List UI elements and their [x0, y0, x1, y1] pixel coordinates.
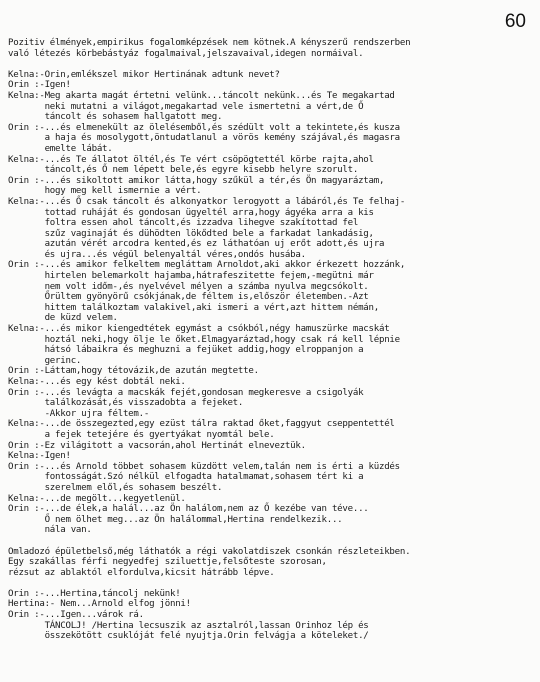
text-line: nála van.: [8, 525, 92, 536]
text-line: Orin :-Ez világitott a vacsorán,ahol Hertinát elneveztük.: [8, 440, 306, 451]
text-line: Kelna:-...de megölt...kegyetlenül.: [8, 493, 186, 504]
text-line: Orin :-...de élek,a halál...az Ön halálom,nem az Ő kezébe van téve...: [8, 504, 369, 515]
text-line: és ujra...és végül belenyaltál véres,ondós husába.: [8, 249, 306, 260]
text-line: Orin :-Igen!: [8, 80, 71, 91]
text-line: szerelmem elől,és sohasem beszélt.: [8, 482, 223, 493]
text-line: összekötött csuklóját felé nyujtja.Orin felvágja a köteleket./: [8, 631, 369, 642]
text-line: Orin :-...Hertina,táncolj nekünk!: [8, 588, 181, 599]
text-line: Kelna:-Igen!: [8, 451, 71, 462]
text-line: hogy meg kell ismernie a vért.: [8, 186, 202, 197]
text-line: Orin :-...és Arnold többet sohasem küzdött velem,talán nem is érti a küzdés: [8, 461, 400, 472]
text-line: Egy szakállas férfi negyedfej sziluettje,felsőteste szorosan,: [8, 557, 327, 568]
text-line: Orin :-...és amikor felkeltem megláttam Arnoldot,aki akkor érkezett hozzánk,: [8, 260, 406, 271]
text-line: hirtelen belemarkolt hajamba,hátrafeszitette fejem,-megütni már: [8, 271, 374, 282]
text-line: Kelna:-Orin,emlékszel mikor Hertinának adtunk nevet?: [8, 69, 280, 80]
typescript-body: [8, 38, 536, 642]
text-line: nem volt időm-,és nyelvével mélyen a számba nyulva megcsókolt.: [8, 281, 369, 292]
text-line: Pozitiv élmények,empirikus fogalomképzések nem kötnek.A kényszerű rendszerben: [8, 38, 411, 48]
blank-line: [8, 578, 536, 589]
text-line: gerinc.: [8, 355, 82, 366]
text-line: hátsó lábaikra és meghuzni a fejüket addig,hogy elroppanjon a: [8, 345, 364, 356]
text-line: Kelna:-Meg akarta magát értetni velünk...táncolt nekünk...és Te megakartad: [8, 90, 395, 101]
text-line: Kelna:-...de összegezted,egy ezüst tálra raktad őket,faggyut cseppentettél: [8, 419, 395, 430]
blank-line: [8, 59, 536, 70]
text-line: táncolt és sohasem hallgatott meg.: [8, 112, 223, 123]
text-line: hittem találkoztam valakivel,aki ismeri a vért,azt hittem némán,: [8, 302, 379, 313]
text-line: de küzd velem.: [8, 313, 118, 324]
text-line: -Akkor ujra féltem.-: [8, 408, 150, 419]
text-line: foltra essen ahol táncolt,és izzadva lihegve szakítottad fel: [8, 218, 359, 229]
text-line: tottad ruháját és gondosan ügyeltél arra,hogy ágyéka arra a kis: [8, 207, 374, 218]
text-line: fontosságát.Szó nélkül elfogadta hatalmamat,sohasem tért ki a: [8, 472, 364, 483]
text-line: neki mutatni a világot,megakartad vele ismertetni a vért,de Ő: [8, 101, 364, 112]
text-line: Kelna:-...és mikor kiengedtétek egymást a csókból,négy hamuszürke macskát: [8, 324, 390, 335]
text-line: táncolt,és Ő nem lépett bele,és egyre kisebb helyre szorult.: [8, 165, 359, 176]
text-line: Orin :-...és elmenekült az ölelésemből,és szédült volt a tekintete,és kusza: [8, 122, 400, 133]
text-line: Őrültem gyönyörű csókjának,de féltem is,először életemben.-Azt: [8, 292, 369, 303]
text-line: rézsut az ablaktól elfordulva,kicsit hátrább lépve.: [8, 567, 275, 578]
text-line: TÁNCOLJ! /Hertina lecsuszik az asztalról,lassan Orinhoz lép és: [8, 620, 369, 631]
text-line: Kelna:-...és Ő csak táncolt és alkonyatkor lerogyott a lábáról,és Te felhaj-: [8, 196, 406, 207]
text-line: a fejek tetejére és gyertyákat nyomtál bele.: [8, 429, 275, 440]
blank-line: [8, 536, 536, 547]
text-line: Kelna:-...és egy kést dobtál neki.: [8, 377, 186, 387]
text-line: Hertina:- Nem...Arnold elfog jönni!: [8, 599, 191, 610]
text-line: Orin :-Láttam,hogy tétovázik,de azután megtette.: [8, 366, 259, 377]
page-number: 60: [504, 11, 526, 32]
text-line: szűz vaginaját és dühödten lökődted bele a farkadat lankadásig,: [8, 228, 374, 239]
text-line: való létezés körbebástyáz fogalmaival,jelszavaival,idegen normáival.: [8, 48, 364, 59]
text-line: találkozását,és visszadobta a fejeket.: [8, 398, 244, 409]
text-line: hoztál neki,hogy ölje le őket.Elmagyaráztad,hogy csak rá kell lépnie: [8, 334, 400, 345]
text-line: azután vérét arcodra kented,és ez láthatóan uj erőt adott,és ujra: [8, 239, 385, 250]
text-line: Orin :-...és sikoltott amikor látta,hogy szűkül a tér,és Ön magyaráztam,: [8, 175, 385, 186]
text-line: Orin :-...Igen...várok rá.: [8, 610, 144, 621]
text-line: Orin :-...és levágta a macskák fejét,gondosan megkeresve a csigolyák: [8, 387, 364, 398]
text-line: Ő nem ölhet meg...az Ön halálommal,Hertina rendelkezik...: [8, 514, 343, 525]
text-line: a haja és mosolygott,öntudatlanul a vörös kemény szájával,és magasra: [8, 133, 400, 144]
text-line: Omladozó épületbelső,még láthatók a régi vakolatdiszek csonkán részleteikben.: [8, 546, 411, 557]
text-line: emelte lábát.: [8, 143, 113, 154]
text-line: Kelna:-...és Te állatot öltél,és Te vért csöpögtettél körbe rajta,ahol: [8, 154, 374, 165]
